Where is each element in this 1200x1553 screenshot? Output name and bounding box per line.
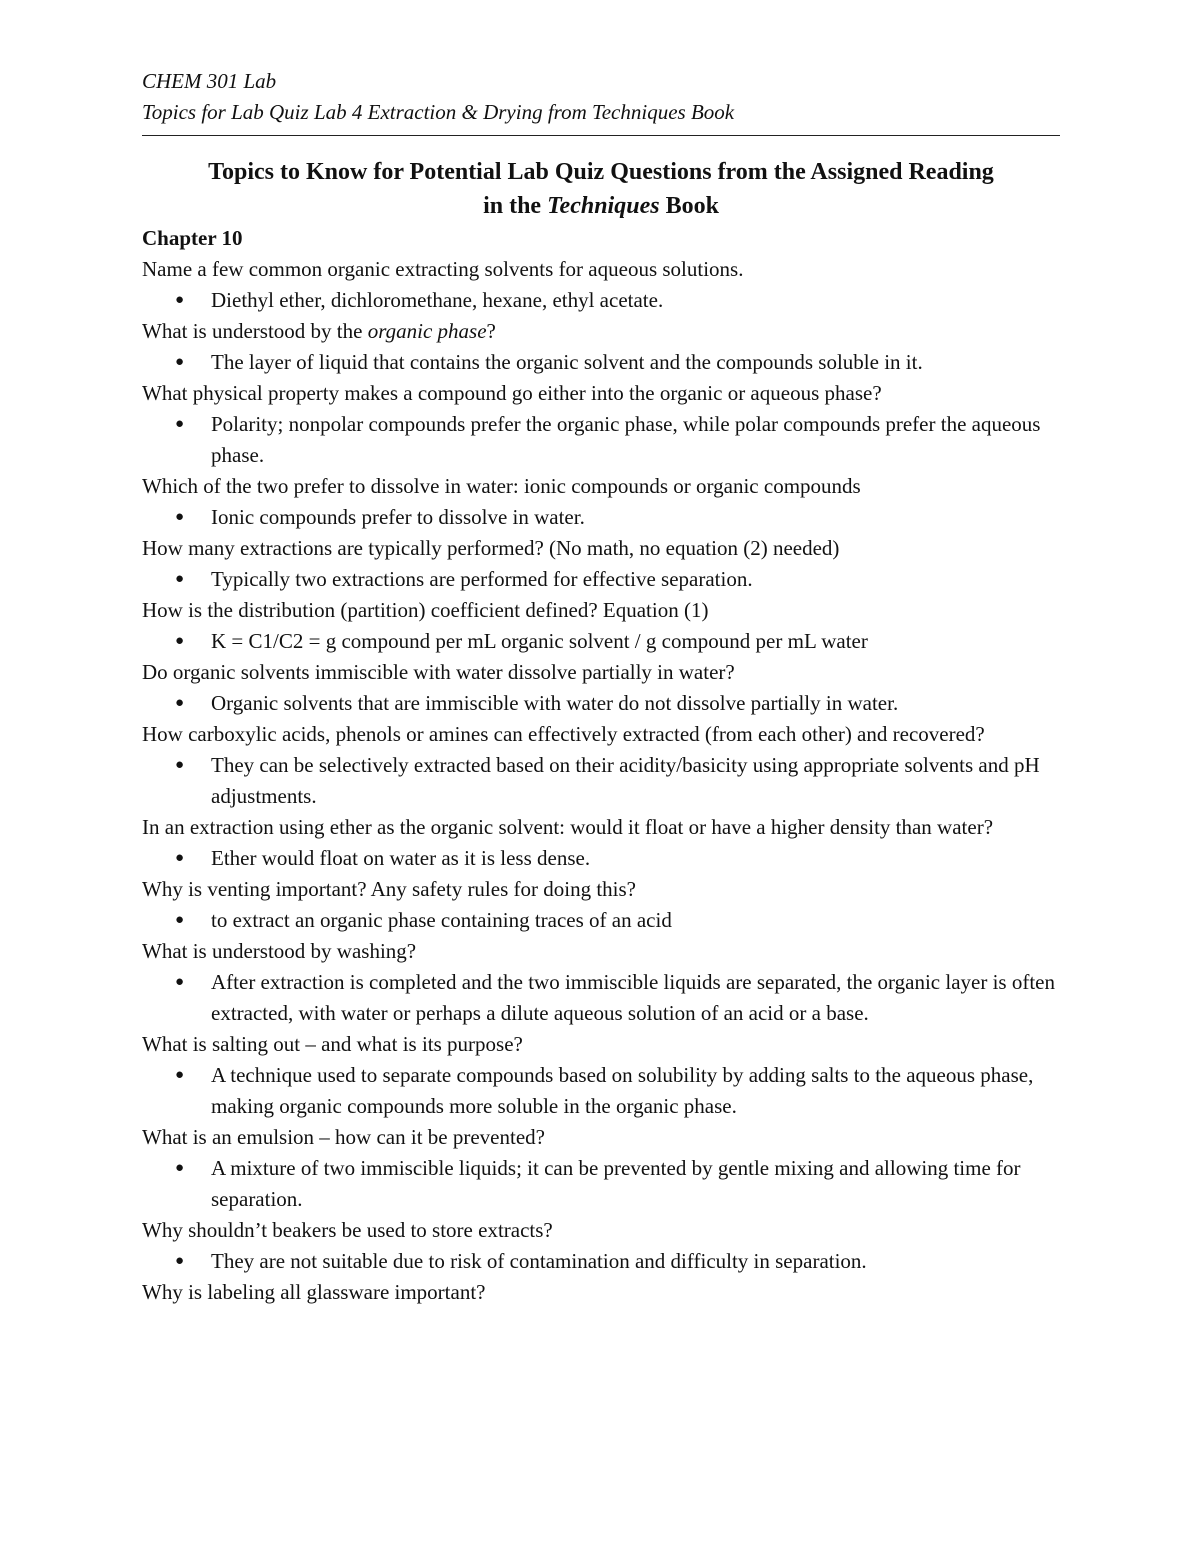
answer-item (142, 285, 1060, 316)
answer-text: Diethyl ether, dichloromethane, hexane, ethyl acetate. (211, 288, 664, 312)
bullet-icon: ● (175, 757, 185, 773)
answer-list (142, 502, 1060, 533)
title-line-1: Topics to Know for Potential Lab Quiz Questions from the Assigned Reading (208, 159, 994, 185)
question-12 (142, 1029, 1060, 1060)
question-text: In an extraction using ether as the organic solvent: would it float or have a higher density than water? (142, 815, 994, 839)
question-11 (142, 936, 1060, 967)
answer-item (142, 409, 1060, 471)
bullet-icon: ● (175, 850, 185, 866)
question-15 (142, 1277, 1060, 1308)
answer-list (142, 285, 1060, 316)
question-text: What is an emulsion – how can it be prevented? (142, 1125, 545, 1149)
bullet-icon: ● (175, 695, 185, 711)
question-14 (142, 1215, 1060, 1246)
question-10 (142, 874, 1060, 905)
question-4 (142, 471, 1060, 502)
question-text: ? (486, 319, 496, 343)
title-line-2-prefix: in the (483, 193, 548, 219)
answer-text: The layer of liquid that contains the organic solvent and the compounds soluble in it. (211, 350, 923, 374)
document-subtitle: Topics for Lab Quiz Lab 4 Extraction & Drying from Techniques Book (142, 100, 735, 124)
question-text: Name a few common organic extracting solvents for aqueous solutions. (142, 257, 744, 281)
question-list (142, 254, 1060, 1308)
answer-item (142, 1153, 1060, 1215)
question-emphasis: organic phase (367, 319, 487, 343)
answer-text: Ionic compounds prefer to dissolve in water. (211, 505, 585, 529)
answer-item (142, 750, 1060, 812)
answer-list (142, 1246, 1060, 1277)
bullet-icon: ● (175, 292, 185, 308)
answer-list (142, 626, 1060, 657)
answer-list (142, 905, 1060, 936)
answer-list (142, 347, 1060, 378)
answer-text: K = C1/C2 = g compound per mL organic solvent / g compound per mL water (211, 629, 868, 653)
answer-list (142, 688, 1060, 719)
bullet-icon: ● (175, 1067, 185, 1083)
answer-text: Organic solvents that are immiscible with water do not dissolve partially in water. (211, 691, 899, 715)
bullet-icon: ● (175, 354, 185, 370)
question-text: What is salting out – and what is its purpose? (142, 1032, 523, 1056)
answer-list (142, 409, 1060, 471)
bullet-icon: ● (175, 571, 185, 587)
bullet-icon: ● (175, 1160, 185, 1176)
question-8 (142, 719, 1060, 750)
document-page (142, 66, 1060, 1308)
answer-list (142, 750, 1060, 812)
bullet-icon: ● (175, 912, 185, 928)
question-text: Why shouldn’t beakers be used to store extracts? (142, 1218, 553, 1242)
question-7 (142, 657, 1060, 688)
question-text: Which of the two prefer to dissolve in water: ionic compounds or organic compounds (142, 474, 861, 498)
question-text: Why is labeling all glassware important? (142, 1280, 486, 1304)
title-line-2-suffix: Book (659, 193, 719, 219)
question-text: Why is venting important? Any safety rules for doing this? (142, 877, 636, 901)
question-6 (142, 595, 1060, 626)
bullet-icon: ● (175, 416, 185, 432)
question-text: What is understood by the (142, 319, 368, 343)
question-text: How many extractions are typically performed? (No math, no equation (2) needed) (142, 536, 840, 560)
answer-item (142, 843, 1060, 874)
question-text: Do organic solvents immiscible with water dissolve partially in water? (142, 660, 735, 684)
answer-item (142, 626, 1060, 657)
answer-item (142, 502, 1060, 533)
title-book-name: Techniques (547, 193, 660, 219)
answer-list (142, 843, 1060, 874)
answer-text: They can be selectively extracted based on their acidity/basicity using appropriate solvents and pH adjustments. (211, 753, 1040, 808)
question-text: How is the distribution (partition) coefficient defined? Equation (1) (142, 598, 709, 622)
chapter-heading: Chapter 10 (142, 226, 243, 250)
question-text: How carboxylic acids, phenols or amines can effectively extracted (from each other) and recovered? (142, 722, 985, 746)
answer-text: After extraction is completed and the two immiscible liquids are separated, the organic layer is often extracted, with water or perhaps a dilute aqueous solution of an acid or a base. (211, 970, 1055, 1025)
question-1 (142, 254, 1060, 285)
question-13 (142, 1122, 1060, 1153)
answer-item (142, 688, 1060, 719)
question-5 (142, 533, 1060, 564)
answer-item (142, 347, 1060, 378)
question-text: What physical property makes a compound go either into the organic or aqueous phase? (142, 381, 882, 405)
bullet-icon: ● (175, 633, 185, 649)
bullet-icon: ● (175, 974, 185, 990)
answer-item (142, 564, 1060, 595)
bullet-icon: ● (175, 509, 185, 525)
answer-item (142, 1246, 1060, 1277)
answer-text: A mixture of two immiscible liquids; it can be prevented by gentle mixing and allowing time for separation. (211, 1156, 1021, 1211)
answer-text: They are not suitable due to risk of contamination and difficulty in separation. (211, 1249, 867, 1273)
bullet-icon: ● (175, 1253, 185, 1269)
answer-text: Polarity; nonpolar compounds prefer the organic phase, while polar compounds prefer the aqueous phase. (211, 412, 1041, 467)
header-divider (142, 135, 1060, 136)
question-2 (142, 316, 1060, 347)
answer-item (142, 1060, 1060, 1122)
answer-item (142, 967, 1060, 1029)
answer-text: Ether would float on water as it is less dense. (211, 846, 591, 870)
answer-list (142, 564, 1060, 595)
document-title (142, 155, 1060, 223)
answer-list (142, 1153, 1060, 1215)
answer-text: Typically two extractions are performed for effective separation. (211, 567, 753, 591)
question-3 (142, 378, 1060, 409)
answer-list (142, 1060, 1060, 1122)
question-9 (142, 812, 1060, 843)
answer-text: A technique used to separate compounds based on solubility by adding salts to the aqueous phase, making organic compounds more soluble in the organic phase. (211, 1063, 1034, 1118)
course-name: CHEM 301 Lab (142, 69, 277, 93)
question-text: What is understood by washing? (142, 939, 417, 963)
answer-list (142, 967, 1060, 1029)
answer-item (142, 905, 1060, 936)
answer-text: to extract an organic phase containing traces of an acid (211, 908, 672, 932)
